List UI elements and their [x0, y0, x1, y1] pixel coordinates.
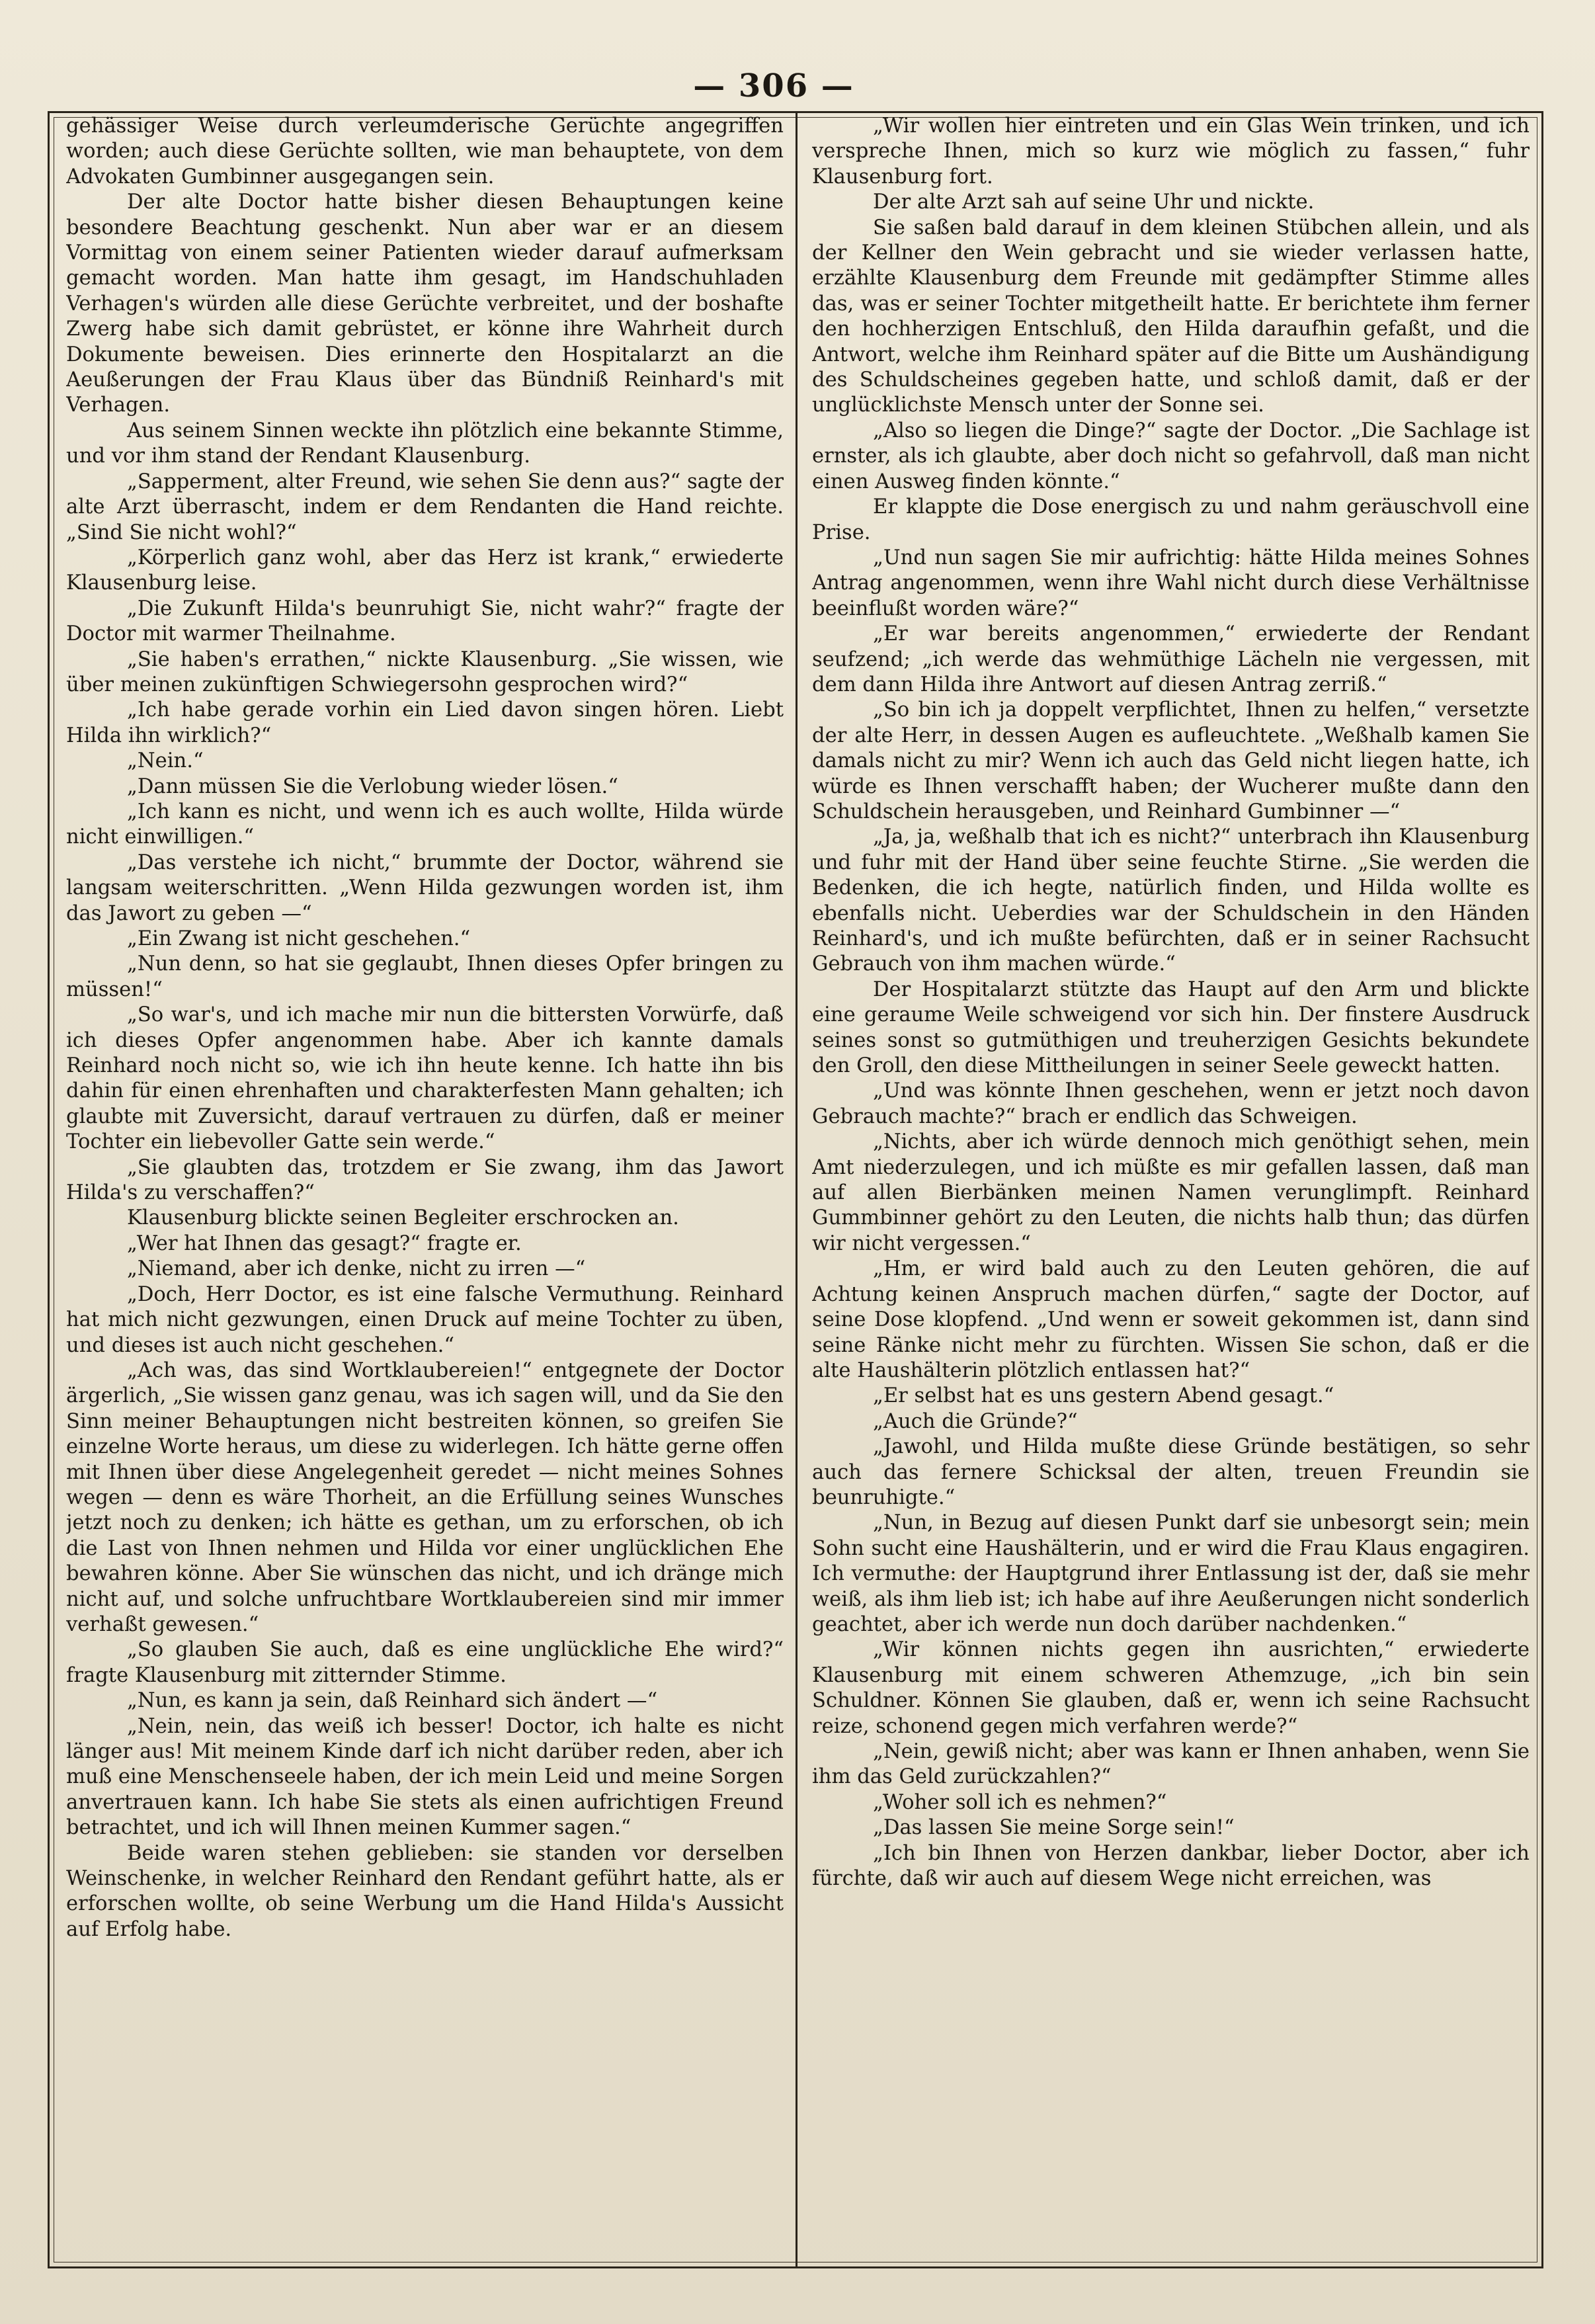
- paragraph: „Und nun sagen Sie mir aufrichtig: hätte Hilda meines Sohnes Antrag angenommen, wenn ihre Wahl nicht durch diese Verhältnisse beeinflußt worden wäre?“: [812, 546, 1530, 620]
- paragraph: „Auch die Gründe?“: [873, 1409, 1078, 1433]
- paragraph: Der alte Arzt sah auf seine Uhr und nickte.: [873, 190, 1315, 214]
- paragraph: „Die Zukunft Hilda's beunruhigt Sie, nicht wahr?“ fragte der Doctor mit warmer Theilnahme.: [66, 597, 784, 646]
- paragraph: „Dann müssen Sie die Verlobung wieder lösen.“: [127, 774, 618, 798]
- paragraph: „Nein, nein, das weiß ich besser! Doctor, ich halte es nicht länger aus! Mit meinem Kinde darf ich nicht darüber reden, aber ich muß eine Menschenseele haben, der ich mein Leid und meine Sorgen anvertrauen kann. Ich habe Sie stets als einen aufrichtigen Freund betrachtet, und ich will Ihnen meinen Kummer sagen.“: [66, 1714, 784, 1840]
- paragraph: „So bin ich ja doppelt verpflichtet, Ihnen zu helfen,“ versetzte der alte Herr, in dessen Augen es aufleuchtete. „Weßhalb kamen Sie damals nicht zu mir? Wenn ich auch das Geld nicht liegen hatte, ich würde es Ihnen verschafft haben; der Wucherer mußte dann den Schuldschein herausgeben, und Reinhard Gumbinner —“: [812, 698, 1530, 823]
- paragraph: Der Hospitalarzt stützte das Haupt auf den Arm und blickte eine geraume Weile schweigend vor sich hin. Der finstere Ausdruck seines sonst so gutmüthigen und treuherzigen Gesichts bekundete den Groll, den diese Mittheilungen in seiner Seele geweckt hatten.: [812, 977, 1530, 1078]
- paragraph: Klausenburg blickte seinen Begleiter erschrocken an.: [127, 1206, 679, 1230]
- paragraph: „Jawohl, und Hilda mußte diese Gründe bestätigen, so sehr auch das fernere Schicksal der alten, treuen Freundin sie beunruhigte.“: [812, 1435, 1530, 1509]
- paragraph: „Er war bereits angenommen,“ erwiederte der Rendant seufzend; „ich werde das wehmüthige Lächeln nie vergessen, mit dem dann Hilda ihre Antwort auf diesen Antrag zerriß.“: [812, 622, 1530, 696]
- paragraph: „Nein, gewiß nicht; aber was kann er Ihnen anhaben, wenn Sie ihm das Geld zurückzahlen?“: [812, 1740, 1530, 1789]
- paragraph: „Nichts, aber ich würde dennoch mich genöthigt sehen, mein Amt niederzulegen, und ich müßte es mir gefallen lassen, daß man auf allen Bierbänken meinen Namen verunglimpft. Reinhard Gummbinner gehört zu den Leuten, die nichts halb thun; das dürfen wir nicht vergessen.“: [812, 1130, 1530, 1255]
- paragraph: Sie saßen bald darauf in dem kleinen Stübchen allein, und als der Kellner den Wein gebracht und sie wieder verlassen hatte, erzählte Klausenburg dem Freunde mit gedämpfter Stimme alles das, was er seiner Tochter mitgetheilt hatte. Er berichtete ihm ferner den hochherzigen Entschluß, den Hilda daraufhin gefaßt, und die Antwort, welche ihm Reinhard später auf die Bitte um Aushändigung des Schuldscheines gegeben hatte, und schloß damit, daß er der unglücklichste Mensch unter der Sonne sei.: [812, 216, 1530, 417]
- right-column: [812, 114, 1530, 2257]
- paragraph: „Sie glaubten das, trotzdem er Sie zwang, ihm das Jawort Hilda's zu verschaffen?“: [66, 1155, 784, 1205]
- paragraph: „Ich habe gerade vorhin ein Lied davon singen hören. Liebt Hilda ihn wirklich?“: [66, 698, 784, 747]
- paragraph: „Nein.“: [127, 749, 204, 773]
- paragraph: „So glauben Sie auch, daß es eine unglückliche Ehe wird?“ fragte Klausenburg mit zitternder Stimme.: [66, 1638, 784, 1687]
- paragraph: „Das verstehe ich nicht,“ brummte der Doctor, während sie langsam weiterschritten. „Wenn Hilda gezwungen worden ist, ihm das Jawort zu geben —“: [66, 851, 784, 925]
- paragraph: Er klappte die Dose energisch zu und nahm geräuschvoll eine Prise.: [812, 495, 1530, 544]
- paragraph: Der alte Doctor hatte bisher diesen Behauptungen keine besondere Beachtung geschenkt. Nun aber war er an diesem Vormittag von einem seiner Patienten wieder darauf aufmerksam gemacht worden. Man hatte ihm gesagt, im Handschuhladen Verhagen's würden alle diese Gerüchte verbreitet, und der boshafte Zwerg habe sich damit gebrüstet, er könne ihre Wahrheit durch Dokumente beweisen. Dies erinnerte den Hospitalarzt an die Aeußerungen der Frau Klaus über das Bündniß Reinhard's mit Verhagen.: [66, 190, 784, 417]
- paragraph: „Wir können nichts gegen ihn ausrichten,“ erwiederte Klausenburg mit einem schweren Athemzuge, „ich bin sein Schuldner. Können Sie glauben, daß er, wenn ich seine Rachsucht reize, schonend gegen mich verfahren werde?“: [812, 1638, 1530, 1738]
- paragraph: „Nun denn, so hat sie geglaubt, Ihnen dieses Opfer bringen zu müssen!“: [66, 952, 784, 1001]
- paragraph: gehässiger Weise durch verleumderische Gerüchte angegriffen worden; auch diese Gerüchte sollten, wie man behauptete, von dem Advokaten Gumbinner ausgegangen sein.: [66, 114, 784, 188]
- paragraph: „Ein Zwang ist nicht geschehen.“: [127, 927, 471, 950]
- paragraph: „Also so liegen die Dinge?“ sagte der Doctor. „Die Sachlage ist ernster, als ich glaubte, aber doch nicht so gefahrvoll, daß man nicht einen Ausweg finden könnte.“: [812, 419, 1530, 493]
- paragraph: „Und was könnte Ihnen geschehen, wenn er jetzt noch davon Gebrauch machte?“ brach er endlich das Schweigen.: [812, 1079, 1530, 1128]
- page-number: — 306 —: [693, 67, 854, 104]
- paragraph: „Ich kann es nicht, und wenn ich es auch wollte, Hilda würde nicht einwilligen.“: [66, 800, 784, 849]
- column-divider: [796, 111, 798, 2268]
- paragraph: „Das lassen Sie meine Sorge sein!“: [873, 1816, 1235, 1840]
- paragraph: „Er selbst hat es uns gestern Abend gesagt.“: [873, 1384, 1334, 1408]
- paragraph: „Niemand, aber ich denke, nicht zu irren —“: [127, 1257, 586, 1281]
- paragraph: „So war's, und ich mache mir nun die bittersten Vorwürfe, daß ich dieses Opfer angenommen habe. Aber ich kannte damals Reinhard noch nicht so, wie ich ihn heute kenne. Ich hatte ihn bis dahin für einen ehrenhaften und charakterfesten Mann gehalten; ich glaubte mit Zuversicht, darauf vertrauen zu dürfen, daß er meiner Tochter ein liebevoller Gatte sein werde.“: [66, 1003, 784, 1154]
- paragraph: Beide waren stehen geblieben: sie standen vor derselben Weinschenke, in welcher Reinhard den Rendant geführt hatte, als er erforschen wollte, ob seine Werbung um die Hand Hilda's Aussicht auf Erfolg habe.: [66, 1841, 784, 1941]
- paragraph: „Sapperment, alter Freund, wie sehen Sie denn aus?“ sagte der alte Arzt überrascht, indem er dem Rendanten die Hand reichte. „Sind Sie nicht wohl?“: [66, 470, 784, 544]
- left-column: [66, 114, 784, 2257]
- paragraph: „Ja, ja, weßhalb that ich es nicht?“ unterbrach ihn Klausenburg und fuhr mit der Hand über seine feuchte Stirne. „Sie werden die Bedenken, die ich hegte, natürlich finden, und Hilda wollte es ebenfalls nicht. Ueberdies war der Schuldschein in den Händen Reinhard's, und ich mußte befürchten, daß er in seiner Rachsucht Gebrauch von ihm machen würde.“: [812, 825, 1530, 976]
- paragraph: „Woher soll ich es nehmen?“: [873, 1790, 1167, 1814]
- paragraph: „Wer hat Ihnen das gesagt?“ fragte er.: [127, 1231, 522, 1255]
- paragraph: „Ach was, das sind Wortklaubereien!“ entgegnete der Doctor ärgerlich, „Sie wissen ganz genau, was ich sagen will, und da Sie den Sinn meiner Behauptungen nicht bestreiten können, so greifen Sie einzelne Worte heraus, um diese zu widerlegen. Ich hätte gerne offen mit Ihnen über diese Angelegenheit geredet — nicht meines Sohnes wegen — denn es wäre Thorheit, an die Erfüllung seines Wunsches jetzt noch zu denken; ich hätte es gethan, um zu erforschen, ob ich die Last von Ihnen nehmen und Hilda vor einer unglücklichen Ehe bewahren könne. Aber Sie wünschen das nicht, und ich dränge mich nicht auf, und solche unfruchtbare Wortklaubereien sind mir immer verhaßt gewesen.“: [66, 1358, 784, 1636]
- paragraph: „Doch, Herr Doctor, es ist eine falsche Vermuthung. Reinhard hat mich nicht gezwungen, einen Druck auf meine Tochter zu üben, und dieses ist auch nicht geschehen.“: [66, 1282, 784, 1357]
- paragraph: „Nun, es kann ja sein, daß Reinhard sich ändert —“: [127, 1689, 658, 1713]
- paragraph: „Ich bin Ihnen von Herzen dankbar, lieber Doctor, aber ich fürchte, daß wir auch auf diesem Wege nicht erreichen, was: [812, 1841, 1530, 1891]
- paragraph: „Sie haben's errathen,“ nickte Klausenburg. „Sie wissen, wie über meinen zukünftigen Schwiegersohn gesprochen wird?“: [66, 647, 784, 696]
- paragraph: „Wir wollen hier eintreten und ein Glas Wein trinken, und ich verspreche Ihnen, mich so kurz wie möglich zu fassen,“ fuhr Klausenburg fort.: [812, 114, 1530, 188]
- paragraph: „Nun, in Bezug auf diesen Punkt darf sie unbesorgt sein; mein Sohn sucht eine Haushälterin, und er wird die Frau Klaus engagiren. Ich vermuthe: der Hauptgrund ihrer Entlassung ist der, daß sie mehr weiß, als ihm lieb ist; ich habe auf ihre Aeußerungen nicht sonderlich geachtet, aber ich werde nun doch darüber nachdenken.“: [812, 1511, 1530, 1636]
- paragraph: Aus seinem Sinnen weckte ihn plötzlich eine bekannte Stimme, und vor ihm stand der Rendant Klausenburg.: [66, 419, 784, 468]
- paragraph: „Hm, er wird bald auch zu den Leuten gehören, die auf Achtung keinen Anspruch machen dürfen,“ sagte der Doctor, auf seine Dose klopfend. „Und wenn er soweit gekommen ist, dann sind seine Ränke nicht mehr zu fürchten. Wissen Sie schon, daß er die alte Haushälterin plötzlich entlassen hat?“: [812, 1257, 1530, 1382]
- paragraph: „Körperlich ganz wohl, aber das Herz ist krank,“ erwiederte Klausenburg leise.: [66, 546, 784, 595]
